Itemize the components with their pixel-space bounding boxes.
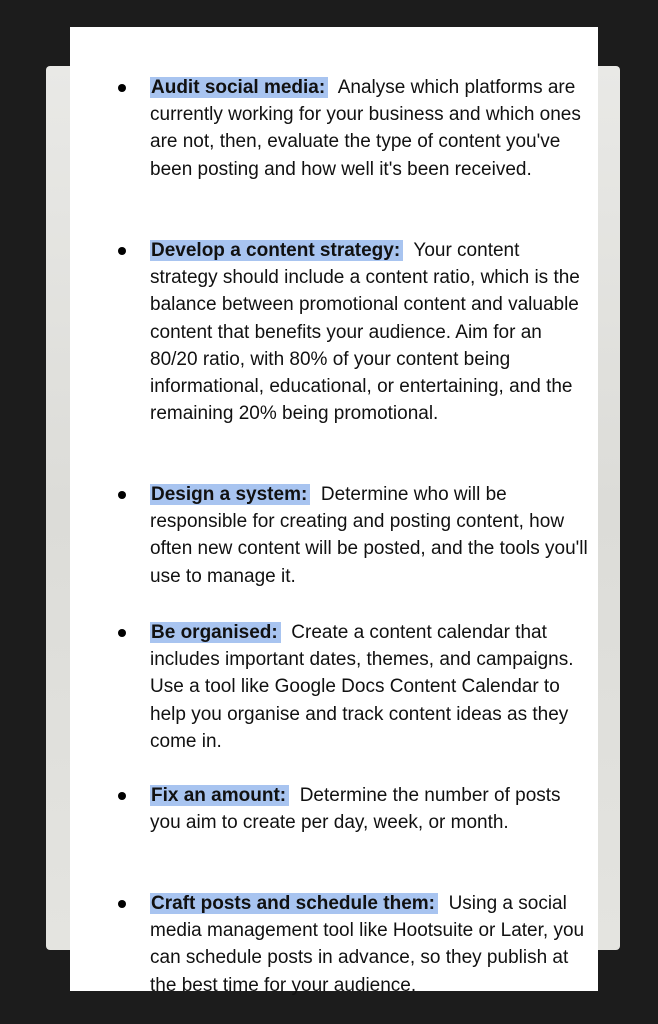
item-heading: Be organised:	[150, 622, 281, 643]
bullet-icon	[118, 247, 126, 255]
list-item-fix-an-amount	[150, 782, 592, 836]
item-body: Your content strategy should include a content ratio, which is the balance between promotional content and valuable content that benefits your audience. Aim for an 80/20 ratio, with 80% of your content being informational, educational, or entertaining, and the remaining 20% being promotional.	[150, 240, 580, 425]
list-item-audit-social-media	[150, 74, 592, 183]
item-heading: Audit social media:	[150, 77, 328, 98]
item-body: Create a content calendar that includes important dates, themes, and campaigns. Use a tool like Google Docs Content Calendar to help you organise and track content ideas as they come in.	[150, 622, 574, 752]
list-item-be-organised	[150, 619, 592, 755]
item-body: Analyse which platforms are currently working for your business and which ones are not, then, evaluate the type of content you've been posting and how well it's been received.	[150, 77, 581, 180]
bullet-icon	[118, 629, 126, 637]
item-heading: Craft posts and schedule them:	[150, 893, 438, 914]
bullet-icon	[118, 792, 126, 800]
item-body: Using a social media management tool like Hootsuite or Later, you can schedule posts in advance, so they publish at the best time for your audience.	[150, 893, 585, 996]
bullet-icon	[118, 900, 126, 908]
item-heading: Design a system:	[150, 484, 310, 505]
item-heading: Develop a content strategy:	[150, 240, 403, 261]
list-item-develop-content-strategy	[150, 237, 592, 427]
item-body: Determine the number of posts you aim to create per day, week, or month.	[150, 785, 561, 834]
item-body: Determine who will be responsible for creating and posting content, how often new content will be posted, and the tools you'll use to manage it.	[150, 484, 588, 587]
list-item-craft-posts	[150, 890, 592, 999]
bullet-icon	[118, 84, 126, 92]
document-page	[70, 27, 598, 996]
item-heading: Fix an amount:	[150, 785, 289, 806]
list-item-design-a-system	[150, 481, 592, 590]
bullet-icon	[118, 491, 126, 499]
